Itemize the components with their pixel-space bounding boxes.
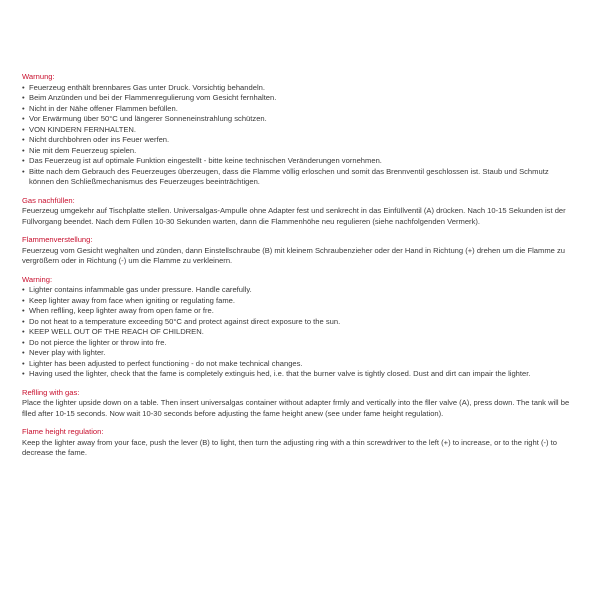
section-paragraph: Feuerzeug umgekehr auf Tischplatte stellen. Universalgas-Ampulle ohne Adapter fest und senkrecht in das Einfüllventil (A) drücken. Nach 10-15 Sekunden ist der Füllvorgang beendet. Nach dem Füllen 10-30 Sekunden warten, dann die Flammenhöhe neu regulieren (siehe nachfolgenden Vermerk). [22, 206, 566, 226]
list-item: • Nicht in der Nähe offener Flammen befüllen. [22, 104, 572, 115]
list-item: • Nie mit dem Feuerzeug spielen. [22, 146, 572, 157]
list-item: • When reflling, keep lighter away from open fame or fre. [22, 306, 572, 317]
list-item: • Nicht durchbohren oder ins Feuer werfen. [22, 135, 572, 146]
section-heading: Flammenverstellung: [22, 235, 93, 244]
list-item: • Feuerzeug enthält brennbares Gas unter Druck. Vorsichtig behandeln. [22, 83, 572, 94]
list-item: • Bitte nach dem Gebrauch des Feuerzeuges überzeugen, dass die Flamme völlig erloschen und somit das Brennventil geschlossen ist. Staub und Schmutz können den Schließmechanismus des Feuerzeuges beeinträchtigen. [22, 167, 572, 188]
list-item: • Do not heat to a temperature exceeding 50°C and protect against direct exposure to the sun. [22, 317, 572, 328]
list-item: • Keep lighter away from face when igniting or regulating fame. [22, 296, 572, 307]
list-item: • Vor Erwärmung über 50°C und längerer Sonneneinstrahlung schützen. [22, 114, 572, 125]
section-heading: Flame height regulation: [22, 427, 104, 436]
section-heading: Gas nachfüllen: [22, 195, 75, 205]
section-heading: Warnung: [22, 72, 55, 81]
list-item: • Never play with lighter. [22, 348, 572, 359]
section-warnung [22, 72, 572, 188]
section-flame-height [22, 427, 572, 459]
list-item: • Lighter has been adjusted to perfect functioning - do not make technical changes. [22, 359, 572, 370]
section-paragraph: Keep the lighter away from your face, push the lever (B) to light, then turn the adjusting ring with a thin screwdriver to the left (+) to increase, or to the right (-) to decrease the fame. [22, 437, 557, 457]
list-item: • Do not pierce the lighter or throw into fre. [22, 338, 572, 349]
list-item: • KEEP WELL OUT OF THE REACH OF CHILDREN. [22, 327, 572, 338]
instruction-document [22, 72, 572, 467]
section-warning [22, 275, 572, 380]
list-item: • Lighter contains infammable gas under pressure. Handle carefully. [22, 285, 572, 296]
list-item: • Having used the lighter, check that the fame is completely extinguis hed, i.e. that the burner valve is tightly closed. Dust and dirt can impair the lighter. [22, 369, 572, 380]
section-flammenverstellung [22, 235, 572, 267]
list-item: • Das Feuerzeug ist auf optimale Funktion eingestellt - bitte keine technischen Veränderungen vornehmen. [22, 156, 572, 167]
section-heading: Warning: [22, 274, 53, 284]
list-item: • VON KINDERN FERNHALTEN. [22, 125, 572, 136]
section-refilling [22, 388, 572, 420]
section-gas-nachfuellen [22, 196, 572, 228]
list-item: • Beim Anzünden und bei der Flammenregulierung vom Gesicht fernhalten. [22, 93, 572, 104]
bullet-list [22, 83, 572, 188]
section-paragraph: Place the lighter upside down on a table. Then insert universalgas container without adapter frmly and vertically into the fller valve (A), press down. The tank will be flled after 10-15 seconds. Now wait 10-30 seconds before adjusting the fame height anew (see under fame height regulation). [22, 398, 570, 418]
section-heading: Reflling with gas: [22, 387, 80, 397]
section-paragraph: Feuerzeug vom Gesicht weghalten und zünden, dann Einstellschraube (B) mit kleinem Schraubenzieher oder der Hand in Richtung (+) drehen um die Flamme zu vergrößern oder in Richtung (-) um die Flamme zu verkleinern. [22, 245, 566, 265]
bullet-list [22, 285, 572, 380]
